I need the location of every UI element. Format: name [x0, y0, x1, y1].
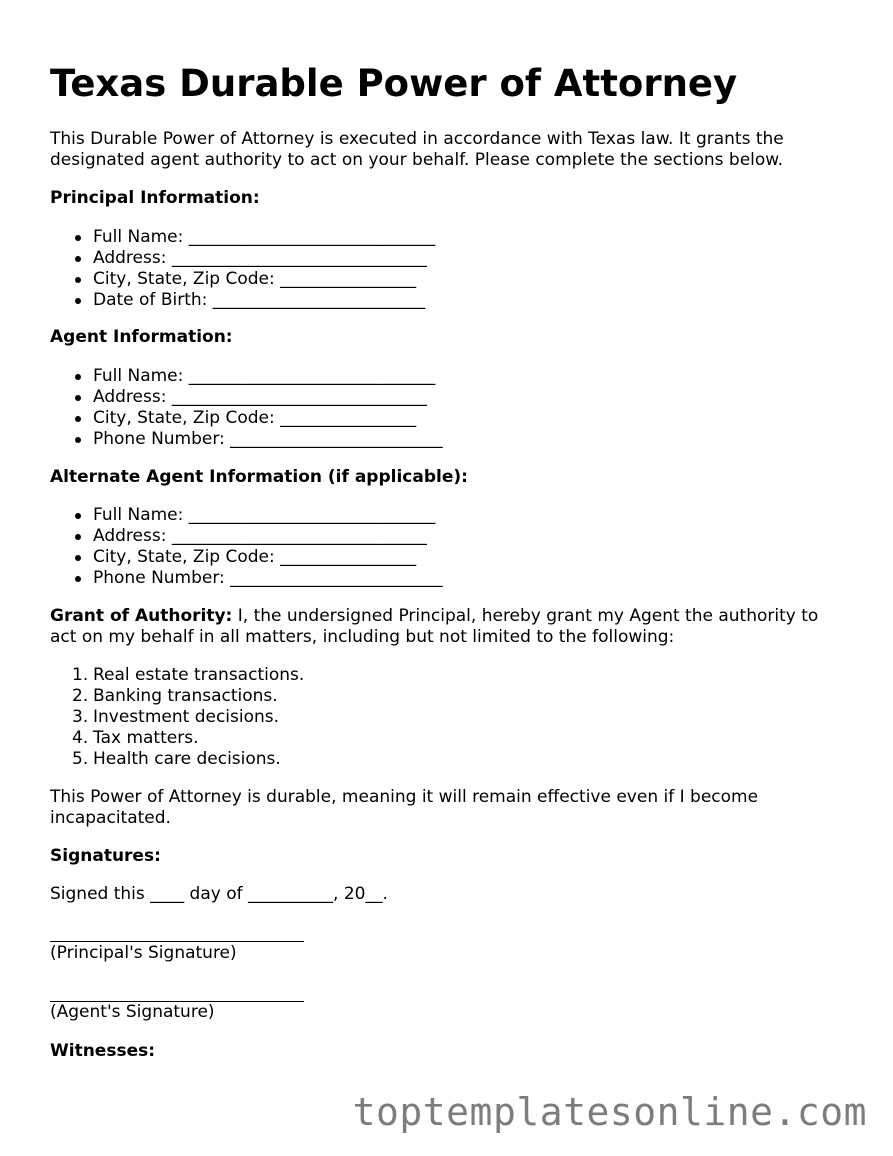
watermark: toptemplatesonline.com: [352, 1090, 867, 1134]
list-item: Phone Number: _________________________: [50, 568, 443, 589]
list-item: [50, 749, 304, 770]
durable-paragraph: [50, 787, 758, 829]
list-item: [50, 665, 304, 686]
list-item: Date of Birth: _________________________: [50, 290, 435, 311]
list-number: 4.: [72, 728, 89, 748]
intro-paragraph: [50, 129, 784, 171]
list-text: Investment decisions.: [93, 707, 280, 727]
grant-text: act on my behalf in all matters, including but not limited to the following:: [50, 627, 675, 647]
witnesses-heading: Witnesses:: [50, 1041, 156, 1061]
list-item: Full Name: _____________________________: [50, 227, 435, 248]
list-text: Banking transactions.: [93, 686, 278, 706]
list-number: 2.: [72, 686, 89, 706]
list-item: [50, 686, 304, 707]
intro-line: This Durable Power of Attorney is executed in accordance with Texas law. It grants the: [50, 129, 784, 149]
agent-signature-label: (Agent's Signature): [50, 1002, 215, 1022]
alternate-agent-heading: Alternate Agent Information (if applicable):: [50, 467, 468, 487]
grant-label: Grant of Authority:: [50, 606, 233, 626]
list-item: [50, 707, 304, 728]
list-text: Health care decisions.: [93, 749, 281, 769]
list-text: Tax matters.: [93, 728, 199, 748]
grant-text: I, the undersigned Principal, hereby grant my Agent the authority to: [232, 606, 819, 626]
list-item: Full Name: _____________________________: [50, 505, 443, 526]
alternate-agent-list: [50, 505, 443, 589]
list-item: City, State, Zip Code: ________________: [50, 547, 443, 568]
list-item: Address: ______________________________: [50, 248, 435, 269]
principal-signature-line: [50, 941, 304, 942]
list-item: Address: ______________________________: [50, 387, 443, 408]
list-item: Phone Number: _________________________: [50, 429, 443, 450]
list-item: City, State, Zip Code: ________________: [50, 408, 443, 429]
grant-paragraph: [50, 606, 818, 648]
intro-line: designated agent authority to act on your behalf. Please complete the sections below.: [50, 150, 784, 170]
list-item: Address: ______________________________: [50, 526, 443, 547]
principal-signature-label: (Principal's Signature): [50, 943, 237, 963]
signatures-heading: Signatures:: [50, 846, 161, 866]
agent-list: [50, 366, 443, 450]
list-number: 1.: [72, 665, 89, 685]
principal-list: [50, 227, 435, 311]
principal-heading: Principal Information:: [50, 188, 260, 208]
signed-date-line: Signed this ____ day of __________, 20__.: [50, 884, 388, 904]
list-item: [50, 728, 304, 749]
authority-list: [50, 665, 304, 770]
durable-line: incapacitated.: [50, 808, 171, 828]
list-text: Real estate transactions.: [93, 665, 305, 685]
list-number: 5.: [72, 749, 89, 769]
page-title: Texas Durable Power of Attorney: [50, 62, 738, 105]
list-number: 3.: [72, 707, 89, 727]
list-item: Full Name: _____________________________: [50, 366, 443, 387]
durable-line: This Power of Attorney is durable, meaning it will remain effective even if I become: [50, 787, 759, 807]
list-item: City, State, Zip Code: ________________: [50, 269, 435, 290]
agent-heading: Agent Information:: [50, 327, 233, 347]
